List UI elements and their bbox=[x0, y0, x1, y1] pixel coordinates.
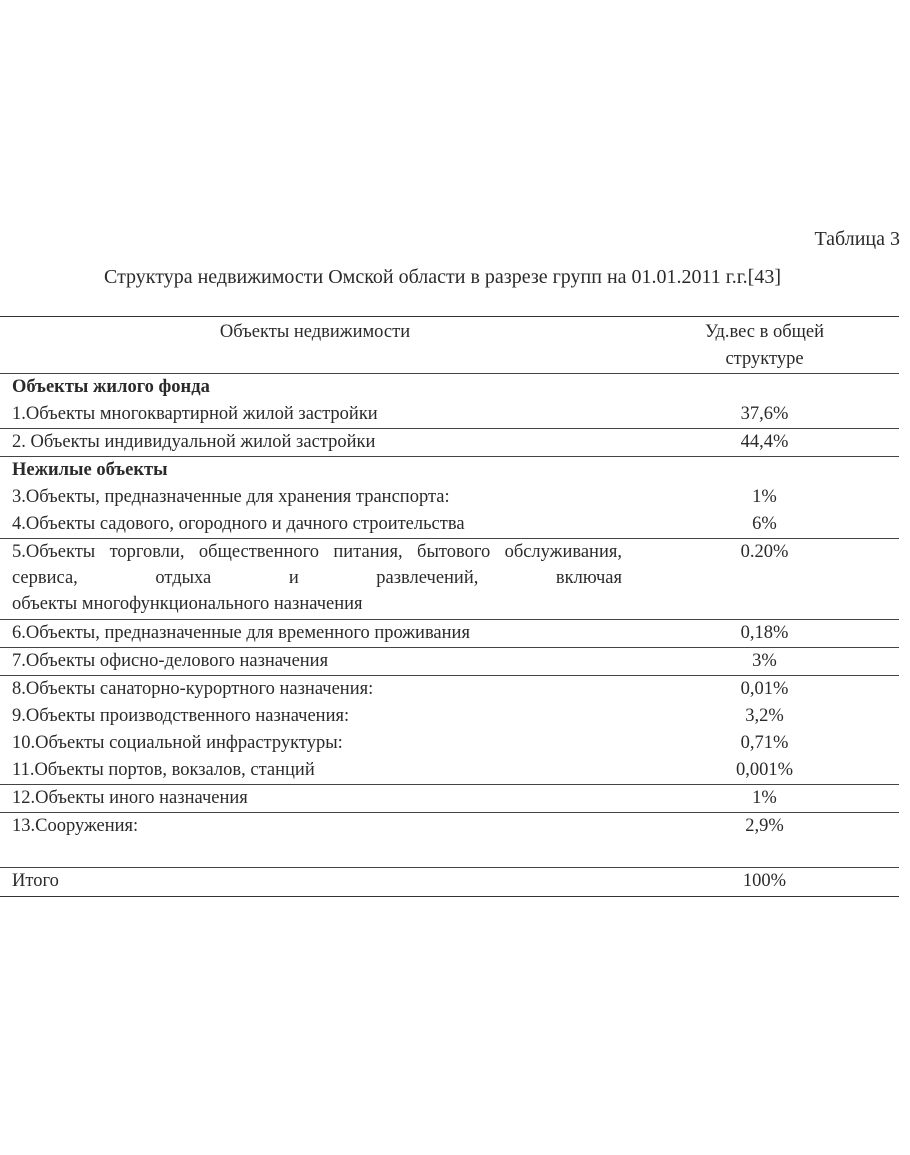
table-caption: Структура недвижимости Омской области в разрезе групп на 01.01.2011 г.г.[43] bbox=[104, 266, 781, 288]
table-row bbox=[0, 785, 899, 813]
header-name: Объекты недвижимости bbox=[219, 322, 411, 342]
row-value: 2,9% bbox=[745, 816, 784, 836]
row-value: 0,18% bbox=[740, 623, 789, 643]
table-row bbox=[0, 539, 899, 620]
table-row bbox=[0, 813, 899, 868]
table-row bbox=[0, 648, 899, 676]
row-name: 4.Объекты садового, огородного и дачного строительства bbox=[12, 514, 465, 534]
row-name: 2. Объекты индивидуальной жилой застройки bbox=[12, 432, 376, 452]
section-label: Нежилые объекты bbox=[12, 460, 168, 480]
table-header bbox=[0, 317, 899, 374]
row-value: 0.20% bbox=[740, 542, 789, 562]
row-value: 1% bbox=[752, 487, 777, 507]
row-value: 1% bbox=[752, 788, 777, 808]
row-value: 37,6% bbox=[740, 404, 789, 424]
row-name: 1.Объекты многоквартирной жилой застройки bbox=[12, 404, 378, 424]
row-name: 9.Объекты производственного назначения: bbox=[12, 706, 350, 726]
row-name: 6.Объекты, предназначенные для временного проживания bbox=[12, 623, 470, 643]
header-value-line2: структуре bbox=[725, 349, 804, 369]
row-name: 12.Объекты иного назначения bbox=[12, 788, 248, 808]
row-value: 3,2% bbox=[745, 706, 784, 726]
table-row bbox=[0, 620, 899, 648]
row-name: 11.Объекты портов, вокзалов, станций bbox=[12, 760, 315, 780]
total-value: 100% bbox=[742, 871, 787, 891]
total-row bbox=[0, 868, 899, 897]
section-label: Объекты жилого фонда bbox=[12, 377, 210, 397]
total-label: Итого bbox=[12, 871, 59, 891]
table-row bbox=[0, 757, 899, 785]
row-name-line2: обслуживания, сервиса, отдыха и развлечений, включая bbox=[12, 542, 622, 588]
row-name: 8.Объекты санаторно-курортного назначения: bbox=[12, 679, 374, 699]
table-number: Таблица 3 bbox=[814, 228, 900, 250]
row-value: 0,01% bbox=[740, 679, 789, 699]
header-value-line1: Уд.вес в общей bbox=[704, 322, 825, 342]
row-name bbox=[0, 539, 630, 619]
row-name: 10.Объекты социальной инфраструктуры: bbox=[12, 733, 343, 753]
real-estate-table bbox=[0, 316, 899, 897]
table-row bbox=[0, 703, 899, 730]
row-value: 44,4% bbox=[740, 432, 789, 452]
table-row bbox=[0, 730, 899, 757]
header-value bbox=[630, 317, 899, 373]
row-name: 13.Сооружения: bbox=[12, 816, 139, 836]
table-row bbox=[0, 676, 899, 703]
row-value: 3% bbox=[752, 651, 777, 671]
section-residential bbox=[0, 374, 899, 401]
table-row bbox=[0, 401, 899, 429]
section-nonresidential bbox=[0, 457, 899, 484]
row-name: 7.Объекты офисно-делового назначения bbox=[12, 651, 329, 671]
row-value: 0,71% bbox=[740, 733, 789, 753]
table-row bbox=[0, 511, 899, 539]
row-name-line3: объекты многофункционального назначения bbox=[12, 594, 363, 614]
row-value: 6% bbox=[752, 514, 777, 534]
row-name: 3.Объекты, предназначенные для хранения транспорта: bbox=[12, 487, 450, 507]
table-row bbox=[0, 429, 899, 457]
table-row bbox=[0, 484, 899, 511]
row-name-line1: 5.Объекты торговли, общественного питания, бытового bbox=[12, 542, 491, 562]
row-value: 0,001% bbox=[735, 760, 794, 780]
